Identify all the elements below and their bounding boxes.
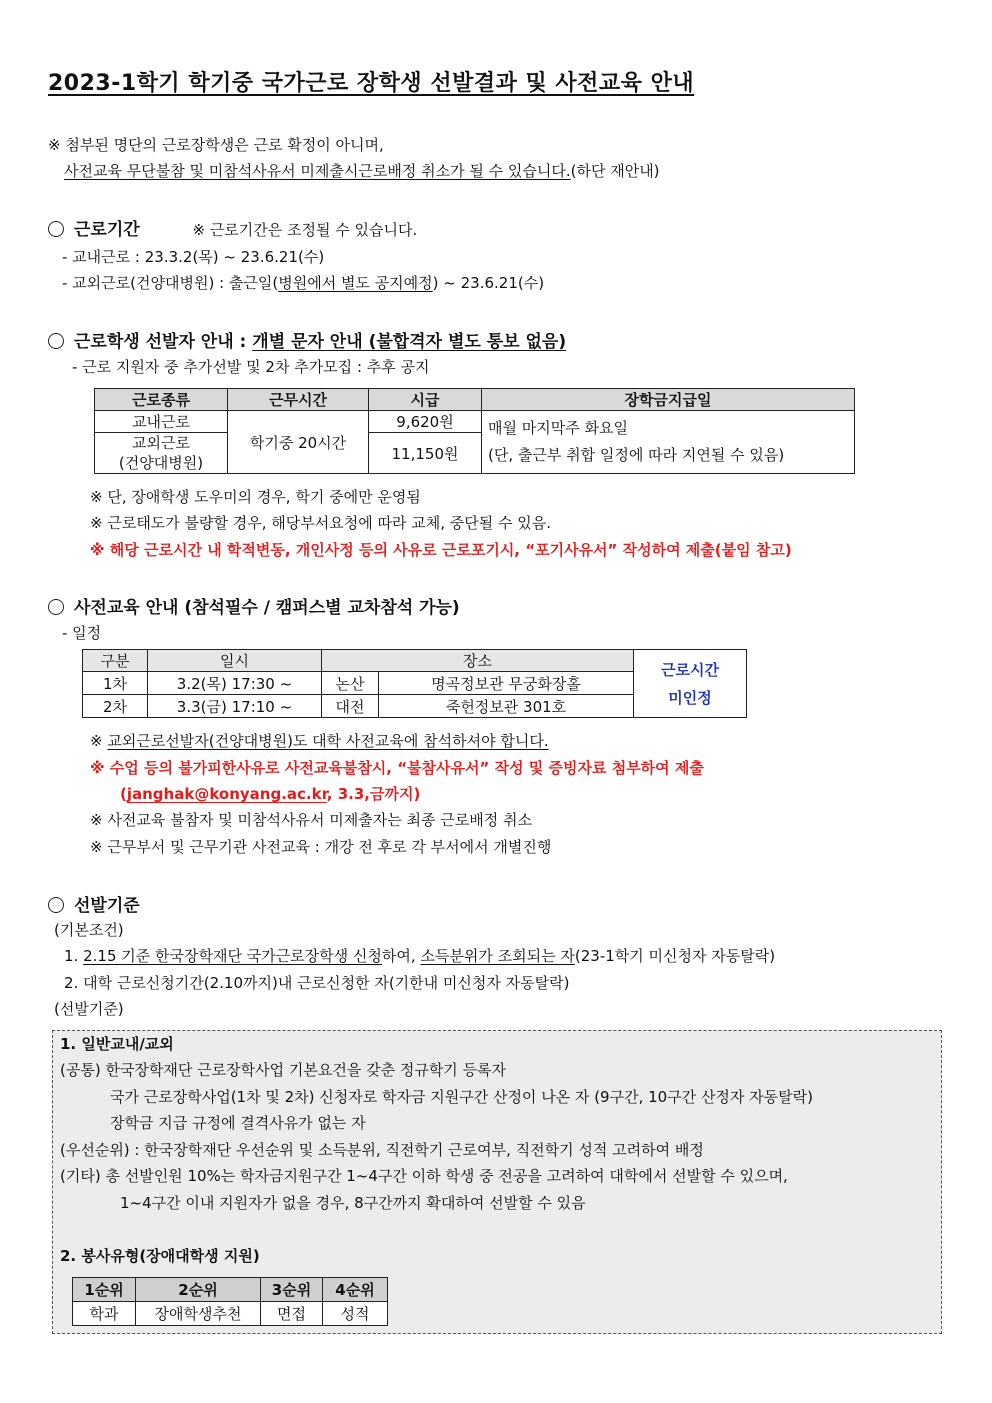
circle-bullet-icon (48, 599, 64, 615)
period-item-2 (62, 272, 544, 293)
table-cell: 3.3(금) 17:10 ~ (148, 695, 322, 718)
table-cell: 학과 (73, 1302, 136, 1326)
criteria-1 (64, 945, 775, 966)
period-item-2-a: - 교외근로(건양대병원) : 출근일( (62, 274, 279, 292)
selection-note-2: ※ 근로태도가 불량할 경우, 해당부서요청에 따라 교체, 중단될 수 있음. (90, 514, 552, 532)
page-title: 2023-1학기 학기중 국가근로 장학생 선발결과 및 사전교육 안내 (48, 71, 695, 96)
education-note-1-prefix: ※ (90, 732, 108, 750)
period-heading: 근로기간 (74, 220, 140, 240)
table-cell: 대전 (322, 695, 379, 718)
education-table (82, 649, 747, 718)
period-item-1: - 교내근로 : 23.3.2(목) ~ 23.6.21(수) (62, 248, 325, 266)
criteria-1-u1: 2.15 기준 한국장학재단 국가근로장학생 신청 (83, 947, 382, 965)
selection-note-1: ※ 단, 장애학생 도우미의 경우, 학기 중에만 운영됨 (90, 488, 421, 506)
table-header: 1순위 (73, 1278, 136, 1302)
pay-line-2: (단, 출근부 취합 일정에 따라 지연될 수 있음) (488, 446, 785, 464)
education-note-2: ※ 수업 등의 불가피한사유로 사전교육불참시, “불참사유서” 작성 및 증빙자료 첨부하여 제출 (90, 759, 704, 777)
table-header: 장학금지급일 (482, 389, 855, 411)
side-line-2: 미인정 (668, 688, 712, 707)
circle-bullet-icon (48, 333, 64, 349)
notice-line-2-rest: (하단 재안내) (570, 162, 660, 180)
education-sub: - 일정 (62, 624, 102, 642)
selection-heading-row (48, 327, 566, 352)
selection-heading-underlined: 개별 문자 안내 (불합격자 별도 통보 없음) (252, 332, 567, 352)
period-heading-row (48, 215, 417, 240)
box-line-1: (공통) 한국장학재단 근로장학사업 기본요건을 갖춘 정규학기 등록자 (60, 1061, 507, 1079)
table-header: 4순위 (323, 1278, 388, 1302)
education-heading: 사전교육 안내 (참석필수 / 캠퍼스별 교차참석 가능) (74, 598, 460, 618)
selection-sub: - 근로 지원자 중 추가선발 및 2차 추가모집 : 추후 공지 (72, 358, 430, 376)
table-header: 장소 (322, 650, 634, 672)
table-header: 근무시간 (228, 389, 369, 411)
education-note-1-underlined: 교외근로선발자(건양대병원)도 대학 사전교육에 참석하셔야 합니다. (107, 732, 549, 750)
table-cell: 교내근로 (95, 411, 228, 433)
email-paren-open: ( (120, 785, 127, 803)
side-line-1: 근로시간 (661, 660, 719, 679)
table-cell: 2차 (83, 695, 148, 718)
box-line-6: 1~4구간 이내 지원자가 없을 경우, 8구간까지 확대하여 선발할 수 있음 (120, 1194, 586, 1212)
box-line-2: 국가 근로장학사업(1차 및 2차) 신청자로 학자금 지원구간 산정이 나온 자 (9구간, 10구간 산정자 자동탈락) (110, 1088, 813, 1106)
table-cell: 9,620원 (369, 411, 482, 433)
table-cell (95, 433, 228, 474)
rank-table (72, 1277, 388, 1326)
criteria-heading-row (48, 891, 140, 916)
selection-note-3: ※ 해당 근로시간 내 학적변동, 개인사정 등의 사유로 근로포기시, “포기사유서” 작성하여 제출(붙임 참고) (90, 541, 792, 559)
table-cell (482, 411, 855, 474)
education-note-2b (120, 783, 420, 804)
criteria-1-u2: 소득분위가 조회되는 자 (420, 947, 575, 965)
notice-line-2 (64, 160, 660, 181)
table-cell: 명곡정보관 무궁화장홀 (379, 672, 634, 695)
table-header: 구분 (83, 650, 148, 672)
criteria-2: 2. 대학 근로신청기간(2.10까지)내 근로신청한 자(기한내 미신청자 자동탈락) (64, 974, 570, 992)
table-header: 일시 (148, 650, 322, 672)
table-header: 근로종류 (95, 389, 228, 411)
table-cell: 성적 (323, 1302, 388, 1326)
table-cell: 11,150원 (369, 433, 482, 474)
table-cell: 3.2(목) 17:30 ~ (148, 672, 322, 695)
email-link[interactable]: janghak@konyang.ac.kr (126, 785, 327, 803)
education-note-4: ※ 근무부서 및 근무기관 사전교육 : 개강 전 후로 각 부서에서 개별진행 (90, 838, 552, 856)
period-note: ※ 근로기간은 조정될 수 있습니다. (192, 221, 418, 239)
notice-line-1: ※ 첨부된 명단의 근로장학생은 근로 확정이 아니며, (48, 136, 384, 154)
criteria-1-r: (23-1학기 미신청자 자동탈락) (574, 947, 776, 965)
table-cell: 장애학생추천 (136, 1302, 261, 1326)
table-cell: 면접 (261, 1302, 323, 1326)
email-deadline: , 3.3,금까지) (326, 785, 421, 803)
type-line-2: (건양대병원) (118, 454, 204, 472)
table-cell: 학기중 20시간 (228, 411, 369, 474)
no-work-hours-cell (634, 650, 747, 718)
select-label: (선발기준) (54, 1000, 124, 1018)
box-heading-2: 2. 봉사유형(장애대학생 지원) (60, 1247, 260, 1265)
selection-heading: 근로학생 선발자 안내 : (74, 332, 253, 352)
criteria-1-num: 1. (64, 947, 84, 965)
period-item-2-underlined: 병원에서 별도 공지예정 (278, 274, 433, 292)
period-item-2-b: ) ~ 23.6.21(수) (432, 274, 545, 292)
box-line-3: 장학금 지급 규정에 결격사유가 없는 자 (110, 1114, 366, 1132)
circle-bullet-icon (48, 221, 64, 237)
box-line-5: (기타) 총 선발인원 10%는 학자금지원구간 1~4구간 이하 학생 중 전공을 고려하여 대학에서 선발할 수 있으며, (60, 1167, 788, 1185)
type-line-1: 교외근로 (132, 434, 190, 452)
table-header: 시급 (369, 389, 482, 411)
criteria-1-m: 하여, (381, 947, 421, 965)
table-header: 2순위 (136, 1278, 261, 1302)
table-cell: 논산 (322, 672, 379, 695)
pay-line-1: 매월 마지막주 화요일 (488, 419, 628, 437)
box-heading-1: 1. 일반교내/교외 (60, 1035, 174, 1053)
table-cell: 죽헌정보관 301호 (379, 695, 634, 718)
basic-label: (기본조건) (54, 921, 124, 939)
education-note-1 (90, 730, 549, 751)
notice-line-2-underlined: 사전교육 무단불참 및 미참석사유서 미제출시근로배정 취소가 될 수 있습니다. (64, 162, 571, 180)
box-line-4: (우선순위) : 한국장학재단 우선순위 및 소득분위, 직전학기 근로여부, 직전학기 성적 고려하여 배정 (60, 1141, 704, 1159)
table-cell: 1차 (83, 672, 148, 695)
table-header: 3순위 (261, 1278, 323, 1302)
work-type-table (94, 388, 855, 474)
criteria-heading: 선발기준 (74, 896, 140, 916)
circle-bullet-icon (48, 897, 64, 913)
education-note-3: ※ 사전교육 불참자 및 미참석사유서 미제출자는 최종 근로배정 취소 (90, 811, 532, 829)
education-heading-row (48, 593, 460, 618)
